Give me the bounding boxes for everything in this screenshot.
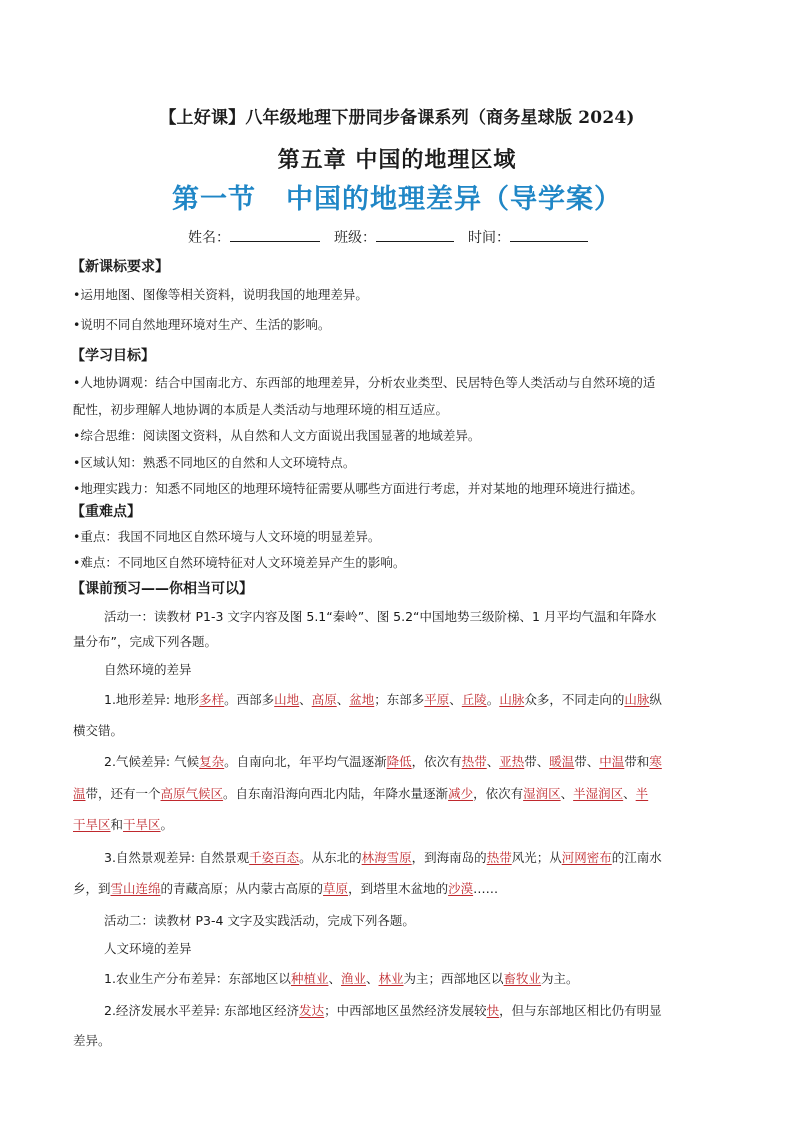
answer: 丘陵 [461,692,487,707]
answer: 温 [73,786,86,801]
text: 众多，不同走向的 [524,692,625,707]
text: ，到海南岛的 [411,850,487,865]
answer: 沙漠 [448,881,474,896]
text: 为主；西部地区以 [403,971,504,986]
answer: 高原 [311,692,337,707]
time-blank[interactable] [510,229,588,242]
terrain-line-continued: 横交错。 [73,723,124,738]
agriculture-line [104,969,579,987]
text: 1.农业生产分布差异：东部地区以 [104,971,291,986]
answer: 草原 [323,881,349,896]
text: 纵 [649,692,662,707]
answer: 干旱区 [123,817,161,832]
answer: 半湿润区 [573,786,624,801]
climate-line-continued [73,815,173,833]
section-name: 中国的地理差异（导学案） [286,184,622,215]
keypoint-item: •难点：不同地区自然环境特征对人文环境差异产生的影响。 [73,555,406,570]
objective-item-continued: 配性，初步理解人地协调的本质是人类活动与地理环境的相互适应。 [73,402,449,417]
answer: 暖温 [549,754,575,769]
answer: 盆地 [349,692,375,707]
objective-item: •人地协调观：结合中国南北方、东西部的地理差异，分析农业类型、民居特色等人类活动与自然环境的适 [73,375,656,390]
answer: 山地 [274,692,300,707]
section-title [0,177,794,216]
text: 带，还有一个 [85,786,161,801]
answer: 千姿百态 [249,850,300,865]
text: 带、 [574,754,600,769]
keypoint-item: •重点：我国不同地区自然环境与人文环境的明显差异。 [73,529,381,544]
answer: 复杂 [199,754,225,769]
name-label: 姓名： [188,230,230,246]
curriculum-item: •说明不同自然地理环境对生产、生活的影响。 [73,317,331,332]
class-label: 班级： [334,230,376,246]
answer: 山脉 [624,692,650,707]
economy-line-continued: 差异。 [73,1033,111,1048]
chapter-title: 第五章 中国的地理区域 [277,148,517,173]
name-blank[interactable] [230,229,320,242]
text: 、 [365,971,379,986]
text: 。 [486,692,500,707]
text: 。自东南沿海向西北内陆，年降水量逐渐 [223,786,449,801]
text: 2.气候差异: 气候 [104,754,200,769]
answer: 发达 [299,1003,325,1018]
objective-item: •地理实践力：知悉不同地区的地理环境特征需要从哪些方面进行考虑，并对某地的地理环境进行描述。 [73,481,643,496]
text: 、 [449,692,462,707]
text: 、 [328,971,341,986]
curriculum-item: •运用地图、图像等相关资料，说明我国的地理差异。 [73,287,368,302]
terrain-line [104,690,662,708]
text: 、 [560,786,574,801]
answer: 湿润区 [523,786,561,801]
answer: 中温 [599,754,625,769]
text: 、 [623,786,636,801]
activity-one-text: 活动一：读教材 P1-3 文字内容及图 5.1“秦岭”、图 5.2“中国地势三级阶梯、1 月平均气温和年降水 [104,609,657,624]
student-info-line [188,227,602,247]
landscape-line-continued [73,879,498,897]
text: 带、 [524,754,550,769]
series-title: 【上好课】八年级地理下册同步备课系列（商务星球版 2024) [159,108,635,128]
landscape-line [104,848,662,866]
text: ，依次有 [411,754,462,769]
answer: 种植业 [290,971,329,986]
answer: 快 [486,1003,500,1018]
text: 。自南向北，年平均气温逐渐 [224,754,387,769]
answer: 林海雪原 [361,850,412,865]
text: 、 [336,692,350,707]
natural-environment-title: 自然环境的差异 [104,662,192,677]
answer: 畜牧业 [503,971,542,986]
answer: 寒 [649,754,662,769]
text: ；中西部地区虽然经济发展较 [324,1003,487,1018]
answer: 半 [635,786,649,801]
text: 。从东北的 [299,850,362,865]
text: 带和 [624,754,650,769]
objective-item: •区域认知：熟悉不同地区的自然和人文环境特点。 [73,455,356,470]
text: 为主。 [541,971,579,986]
answer: 林业 [378,971,404,986]
answer: 河网密布 [561,850,612,865]
answer: 平原 [424,692,450,707]
text: 、 [299,692,312,707]
time-label: 时间： [468,230,510,246]
answer: 热带 [461,754,487,769]
text: 。西部多 [224,692,275,707]
answer: 热带 [486,850,512,865]
answer: 干旱区 [73,817,111,832]
text: ，但与东部地区相比仍有明显 [499,1003,662,1018]
text: 的江南水 [611,850,662,865]
text: ，到塔里木盆地的 [348,881,449,896]
keypoints-heading: 【重难点】 [71,504,141,520]
text: 、 [486,754,500,769]
text: …… [473,881,499,896]
text: 。 [160,817,174,832]
text: ，依次有 [473,786,524,801]
text: 乡，到 [73,881,111,896]
answer: 雪山连绵 [110,881,161,896]
objectives-heading: 【学习目标】 [71,348,155,364]
human-environment-title: 人文环境的差异 [104,941,192,956]
economy-line [104,1001,662,1019]
answer: 减少 [448,786,474,801]
answer: 亚热 [499,754,525,769]
text: 2.经济发展水平差异: 东部地区经济 [104,1003,300,1018]
answer: 降低 [386,754,412,769]
text: 3.自然景观差异: 自然景观 [104,850,250,865]
climate-line [104,752,662,770]
activity-one-text-continued: 量分布”，完成下列各题。 [73,634,217,649]
class-blank[interactable] [376,229,454,242]
activity-two-text: 活动二：读教材 P3-4 文字及实践活动，完成下列各题。 [104,913,415,928]
text: 1.地形差异: 地形 [104,692,200,707]
section-number: 第一节 [172,184,256,215]
answer: 多样 [199,692,225,707]
preview-heading: 【课前预习——你相当可以】 [71,581,253,597]
text: 风光；从 [511,850,562,865]
text: 的青藏高原；从内蒙古高原的 [160,881,324,896]
answer: 山脉 [499,692,525,707]
answer: 高原气候区 [160,786,224,801]
curriculum-heading: 【新课标要求】 [71,259,169,275]
text: 和 [110,817,124,832]
answer: 渔业 [340,971,366,986]
text: ；东部多 [374,692,425,707]
climate-line-continued [73,784,648,802]
objective-item: •综合思维：阅读图文资料，从自然和人文方面说出我国显著的地域差异。 [73,428,481,443]
